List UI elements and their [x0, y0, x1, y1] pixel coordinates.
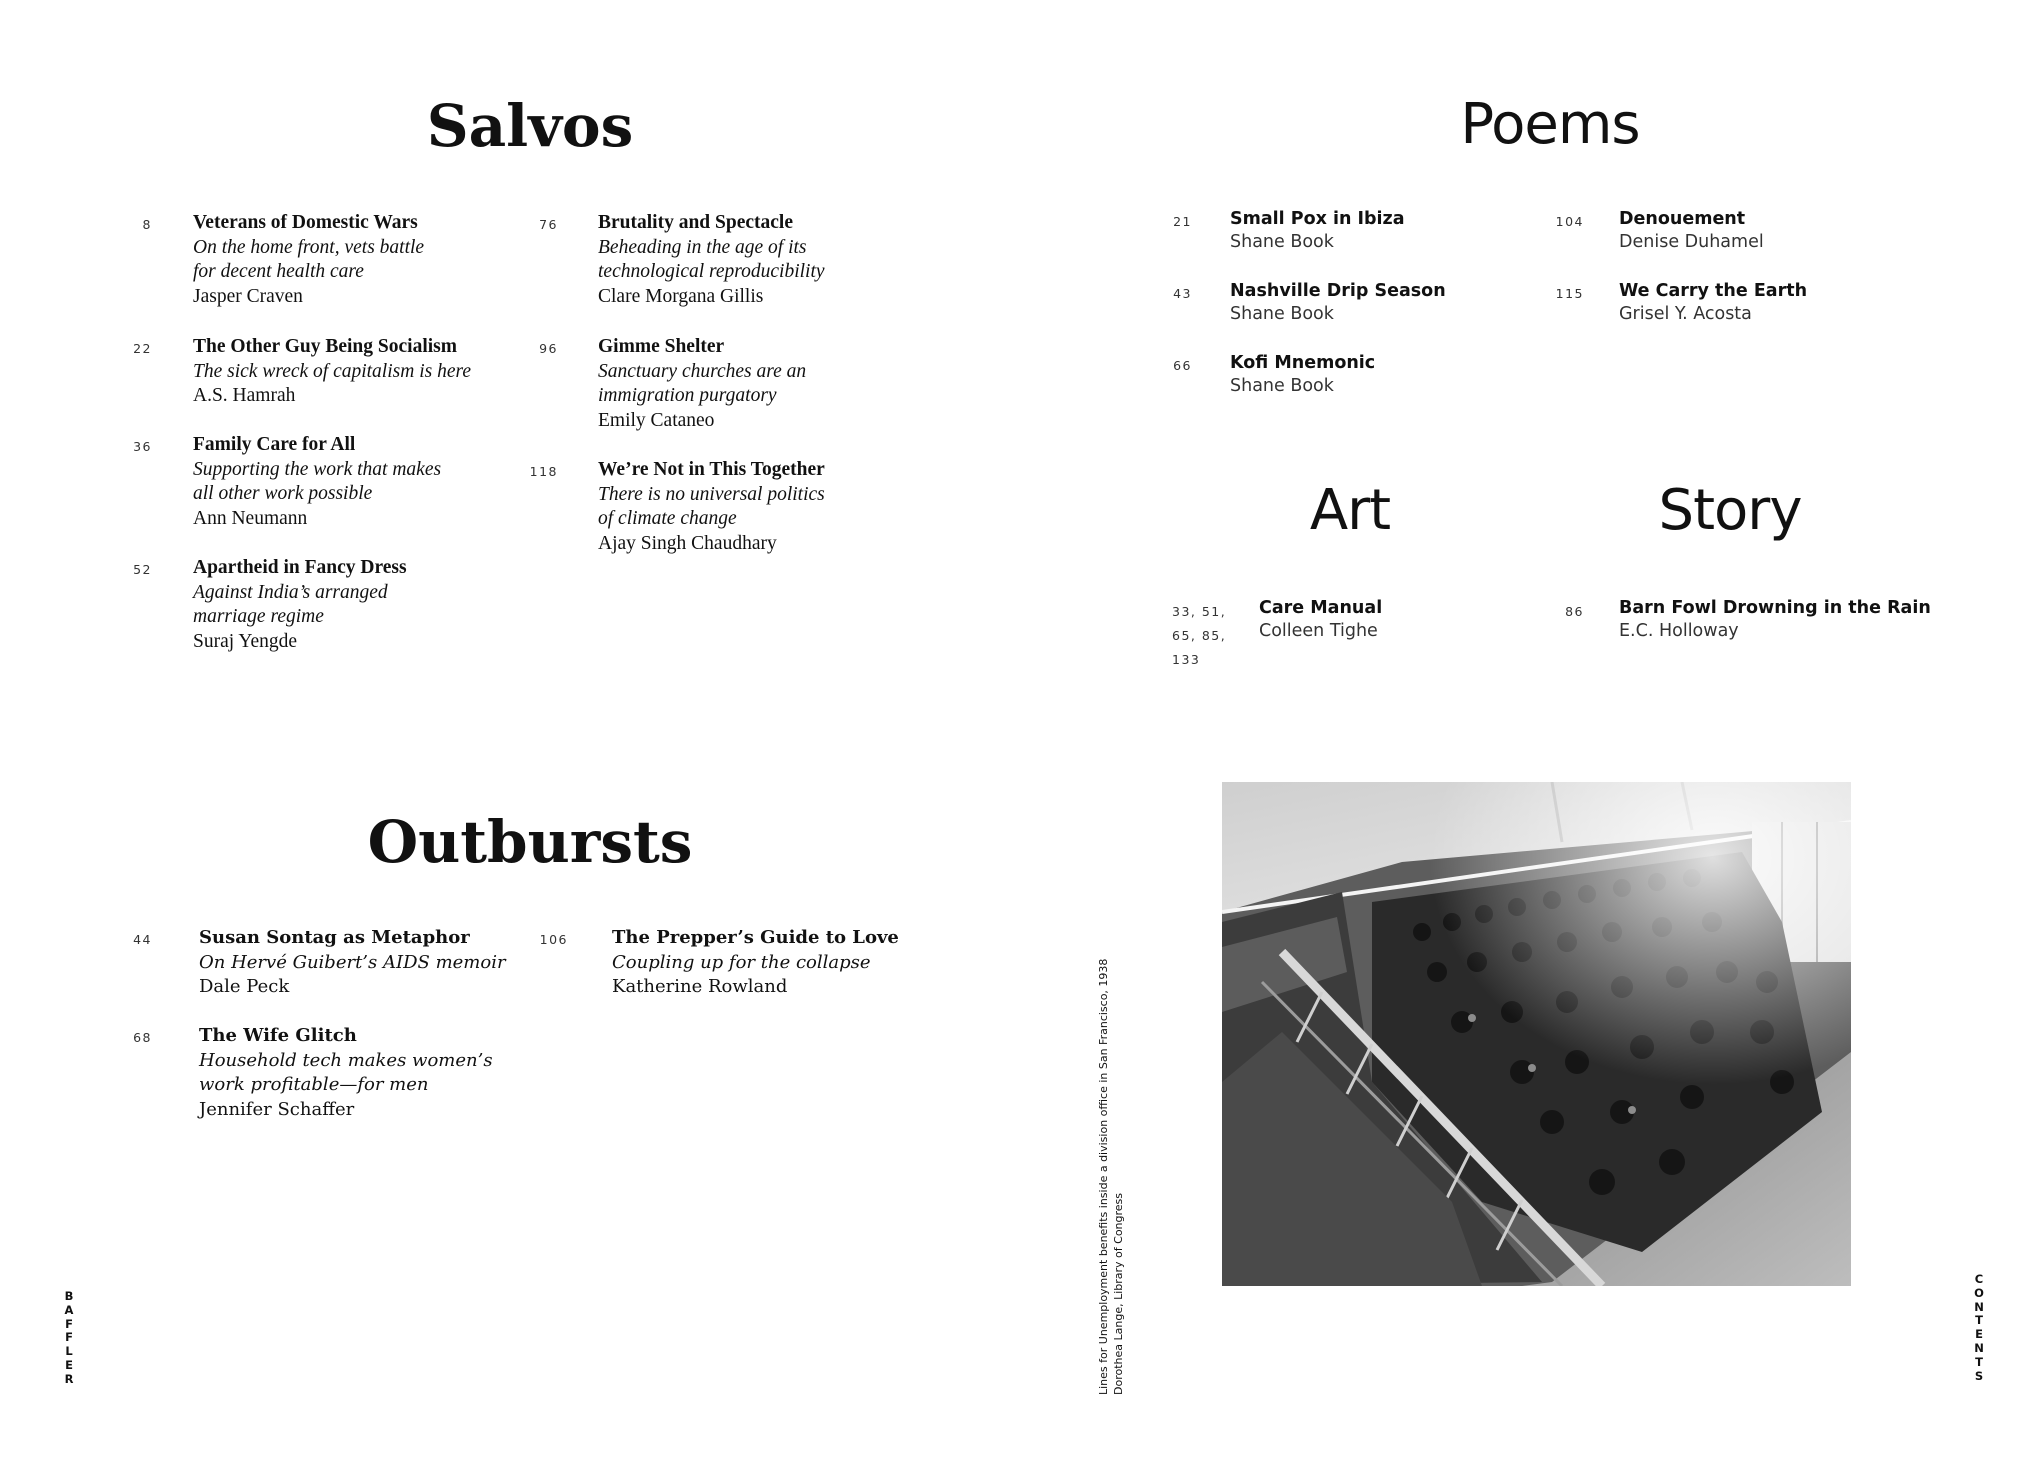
toc-entry[interactable] [1259, 597, 1559, 643]
baffler-side-label: B A F F L E R [64, 1289, 74, 1386]
entry-description: Against India’s arranged marriage regime [193, 581, 388, 627]
art-heading: Art [1309, 478, 1391, 543]
toc-entry[interactable] [612, 926, 952, 1000]
entry-author: Jennifer Schaffer [199, 1098, 355, 1120]
outbursts-heading: Outbursts [367, 808, 693, 876]
entry-description: Household tech makes women’s work profitable—for men [199, 1049, 493, 1095]
art-page-numbers: 33, 51, 65, 85, 133 [1172, 604, 1227, 667]
entry-author: Jasper Craven [193, 285, 303, 307]
entry-author: E.C. Holloway [1619, 621, 1739, 641]
entry-title: Small Pox in Ibiza [1230, 209, 1405, 229]
toc-entry[interactable] [193, 335, 533, 409]
entry-title: The Wife Glitch [199, 1025, 357, 1046]
page-number: 43 [1173, 286, 1192, 301]
entry-author: Emily Cataneo [598, 409, 715, 431]
page-number: 8 [142, 217, 152, 232]
toc-entry[interactable] [598, 211, 918, 309]
entry-title: Brutality and Spectacle [598, 212, 793, 233]
entry-author: Shane Book [1230, 304, 1334, 324]
entry-title: The Other Guy Being Socialism [193, 336, 457, 357]
entry-title: Care Manual [1259, 598, 1383, 618]
entry-title: The Prepper’s Guide to Love [612, 927, 899, 948]
entry-title: Veterans of Domestic Wars [193, 212, 418, 233]
page-number: 76 [539, 217, 558, 232]
toc-entry[interactable] [1619, 597, 1979, 643]
story-heading: Story [1658, 478, 1802, 543]
poems-heading: Poems [1460, 92, 1640, 157]
page-number: 104 [1555, 214, 1584, 229]
toc-entry[interactable] [1619, 280, 1939, 326]
page-number: 86 [1565, 604, 1584, 619]
entry-description: There is no universal politics of climate change [598, 483, 825, 529]
page-number: 68 [133, 1030, 152, 1045]
entry-title: Barn Fowl Drowning in the Rain [1619, 598, 1931, 618]
toc-entry[interactable] [193, 433, 513, 531]
entry-title: Apartheid in Fancy Dress [193, 557, 407, 578]
entry-title: We Carry the Earth [1619, 281, 1808, 301]
page-number: 96 [539, 341, 558, 356]
entry-author: Shane Book [1230, 232, 1334, 252]
entry-description: On the home front, vets battle for decent health care [193, 236, 425, 282]
entry-author: Colleen Tighe [1259, 621, 1378, 641]
entry-author: Ann Neumann [193, 507, 308, 529]
unemployment-line-photo [1222, 782, 1851, 1286]
toc-entry[interactable] [598, 458, 918, 556]
entry-description: Sanctuary churches are an immigration purgatory [598, 360, 807, 406]
toc-entry[interactable] [1230, 352, 1550, 398]
entry-title: Denouement [1619, 209, 1746, 229]
page-number: 106 [539, 932, 568, 947]
page-number: 66 [1173, 358, 1192, 373]
entry-author: Denise Duhamel [1619, 232, 1764, 252]
contents-side-label: C O N T E N T S [1974, 1272, 1984, 1383]
entry-description: On Hervé Guibert’s AIDS memoir [199, 951, 506, 973]
entry-author: Dale Peck [199, 976, 290, 997]
entry-title: Nashville Drip Season [1230, 281, 1446, 301]
page-number: 44 [133, 932, 152, 947]
toc-entry[interactable] [598, 335, 918, 433]
photo-caption: Lines for Unemployment benefits inside a division office in San Francisco, 1938 Dorothea Lange, Library of Congress [1097, 958, 1125, 1395]
entry-title: Family Care for All [193, 434, 356, 455]
page-number: 21 [1173, 214, 1192, 229]
page-number: 22 [133, 341, 152, 356]
toc-entry[interactable] [193, 211, 513, 309]
page-number: 52 [133, 562, 152, 577]
entry-description: Coupling up for the collapse [612, 951, 871, 973]
entry-author: Grisel Y. Acosta [1619, 304, 1752, 324]
toc-entry[interactable] [199, 1024, 539, 1122]
entry-title: Susan Sontag as Metaphor [199, 927, 470, 948]
entry-title: Gimme Shelter [598, 336, 725, 357]
entry-title: We’re Not in This Together [598, 459, 825, 480]
toc-entry[interactable] [1230, 280, 1550, 326]
entry-author: Clare Morgana Gillis [598, 285, 764, 307]
entry-description: Supporting the work that makes all other work possible [193, 458, 442, 504]
toc-entry[interactable] [1230, 208, 1550, 254]
salvos-heading: Salvos [426, 92, 634, 160]
entry-description: The sick wreck of capitalism is here [193, 360, 471, 382]
entry-title: Kofi Mnemonic [1230, 353, 1376, 373]
toc-entry[interactable] [1619, 208, 1939, 254]
page-number: 118 [529, 464, 558, 479]
entry-description: Beheading in the age of its technological reproducibility [598, 236, 825, 282]
toc-entry[interactable] [193, 556, 513, 654]
entry-author: A.S. Hamrah [193, 385, 296, 406]
entry-author: Suraj Yengde [193, 630, 298, 652]
entry-author: Ajay Singh Chaudhary [598, 532, 777, 554]
page-number: 115 [1555, 286, 1584, 301]
toc-entry[interactable] [199, 926, 539, 1000]
entry-author: Katherine Rowland [612, 976, 788, 997]
entry-author: Shane Book [1230, 376, 1334, 396]
page-number: 36 [133, 439, 152, 454]
